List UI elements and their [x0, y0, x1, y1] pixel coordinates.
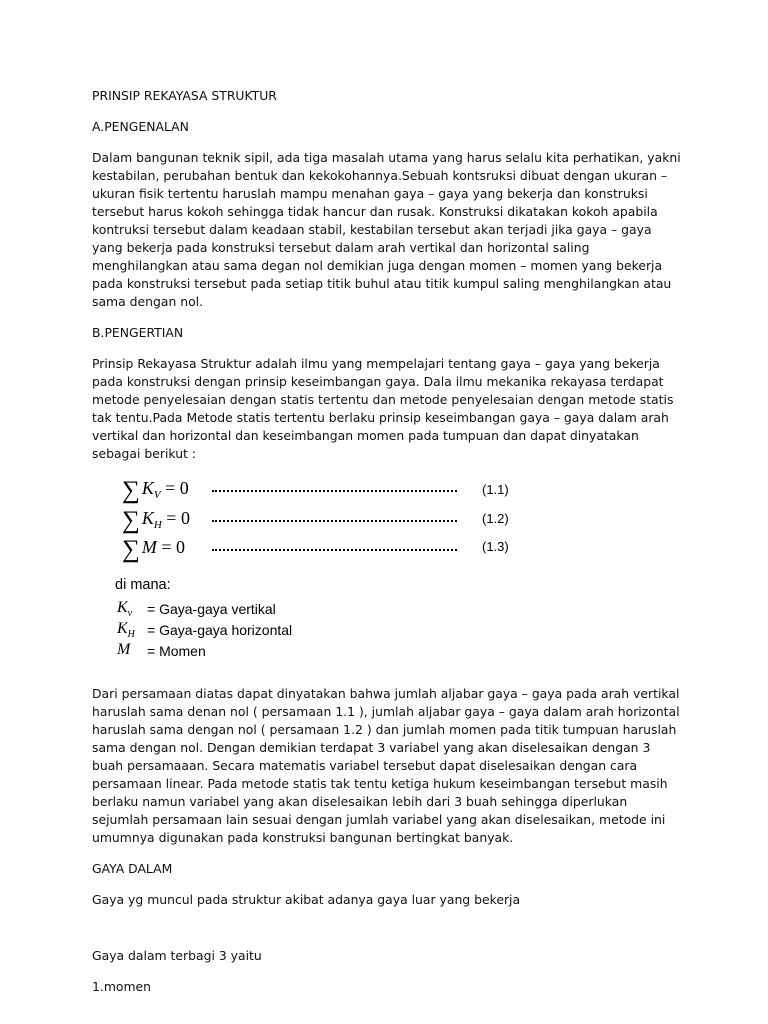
where-label: di mana:	[115, 577, 171, 593]
definition-1-meaning: = Gaya-gaya vertikal	[147, 601, 276, 617]
equation-3-leader-dots	[212, 549, 457, 551]
gaya-dalam-item-1: 1.momen	[92, 979, 152, 994]
definition-3-meaning: = Momen	[147, 643, 206, 659]
gaya-dalam-definition: Gaya yg muncul pada struktur akibat adanya gaya luar yang bekerja	[92, 892, 521, 907]
equation-1-number: (1.1)	[482, 482, 509, 497]
gaya-dalam-intro: Gaya dalam terbagi 3 yaitu	[92, 948, 262, 963]
document-title: PRINSIP REKAYASA STRUKTUR	[92, 88, 277, 103]
section-a-paragraph: Dalam bangunan teknik sipil, ada tiga masalah utama yang harus selalu kita perhatikan, yakni kestabilan, perubahan bentuk dan kekokohannya.Sebuah kontsruksi dibuat dengan ukuran – ukuran fisik tertentu haruslah mampu menahan gaya – gaya yang bekerja dan konstruksi tersebut harus kokoh sehingga tidak hancur dan rusak. Konstruksi dikatakan kokoh apabila kontruksi tersebut dalam keadaan stabil, kestabilan tersebut akan terjadi jika gaya – gaya yang bekerja pada konstruksi tersebut dalam arah vertikal dan horizontal saling menghilangkan atau sama degan nol demikian juga dengan momen – momen yang bekerja pada konstruksi tersebut pada setiap titik buhul atau titik kumpul saling menghilangkan atau sama dengan nol.	[92, 150, 681, 309]
equation-2-leader-dots	[212, 520, 457, 522]
definition-2-symbol: $K_H$	[117, 620, 135, 640]
section-a-heading: A.PENGENALAN	[92, 119, 189, 134]
gaya-dalam-heading: GAYA DALAM	[92, 861, 173, 876]
equation-3: ∑ M = 0	[122, 536, 185, 563]
equation-2-number: (1.2)	[482, 511, 509, 526]
definition-3-symbol: M	[117, 641, 131, 658]
definition-2-meaning: = Gaya-gaya horizontal	[147, 622, 293, 638]
equation-1: ∑ $K_V = 0$	[122, 477, 189, 504]
definition-1-symbol: $K_v$	[117, 599, 133, 619]
equilibrium-equations-figure	[92, 476, 684, 663]
equation-2: ∑ $K_H = 0$	[122, 507, 190, 534]
blank-line	[92, 922, 684, 947]
section-b-paragraph: Prinsip Rekayasa Struktur adalah ilmu yang mempelajari tentang gaya – gaya yang bekerja pada konstruksi dengan prinsip keseimbangan gaya. Dala ilmu mekanika rekayasa terdapat metode penyelesaian dengan statis tertentu dan metode penyelesaian dengan metode statis tak tentu.Pada Metode statis tertentu berlaku prinsip keseimbangan gaya – gaya dalam arah vertikal dan horizontal dan keseimbangan momen pada tumpuan dan dapat dinyatakan sebagai berikut :	[92, 356, 674, 461]
equation-3-number: (1.3)	[482, 539, 509, 554]
equation-1-leader-dots	[212, 490, 457, 492]
document-page	[92, 87, 684, 1009]
explanation-paragraph: Dari persamaan diatas dapat dinyatakan bahwa jumlah aljabar gaya – gaya pada arah vertikal haruslah sama denan nol ( persamaan 1.1 ), jumlah aljabar gaya – gaya dalam arah horizontal haruslah sama dengan nol ( persamaan 1.2 ) dan jumlah momen pada titik tumpuan haruslah sama dengan nol. Dengan demikian terdapat 3 variabel yang akan diselesaikan dengan 3 buah persamaaan. Secara matematis variabel tersebut dapat diselesaikan dengan cara persamaan linear. Pada metode statis tak tentu ketiga hukum keseimbangan tersebut masih berlaku namun variabel yang akan diselesaikan lebih dari 3 buah sehingga diperlukan sejumlah persamaan lain sesuai dengan jumlah variabel yang akan diselesaikan, metode ini umumnya digunakan pada konstruksi bangunan bertingkat banyak.	[92, 686, 680, 845]
section-b-heading: B.PENGERTIAN	[92, 325, 184, 340]
